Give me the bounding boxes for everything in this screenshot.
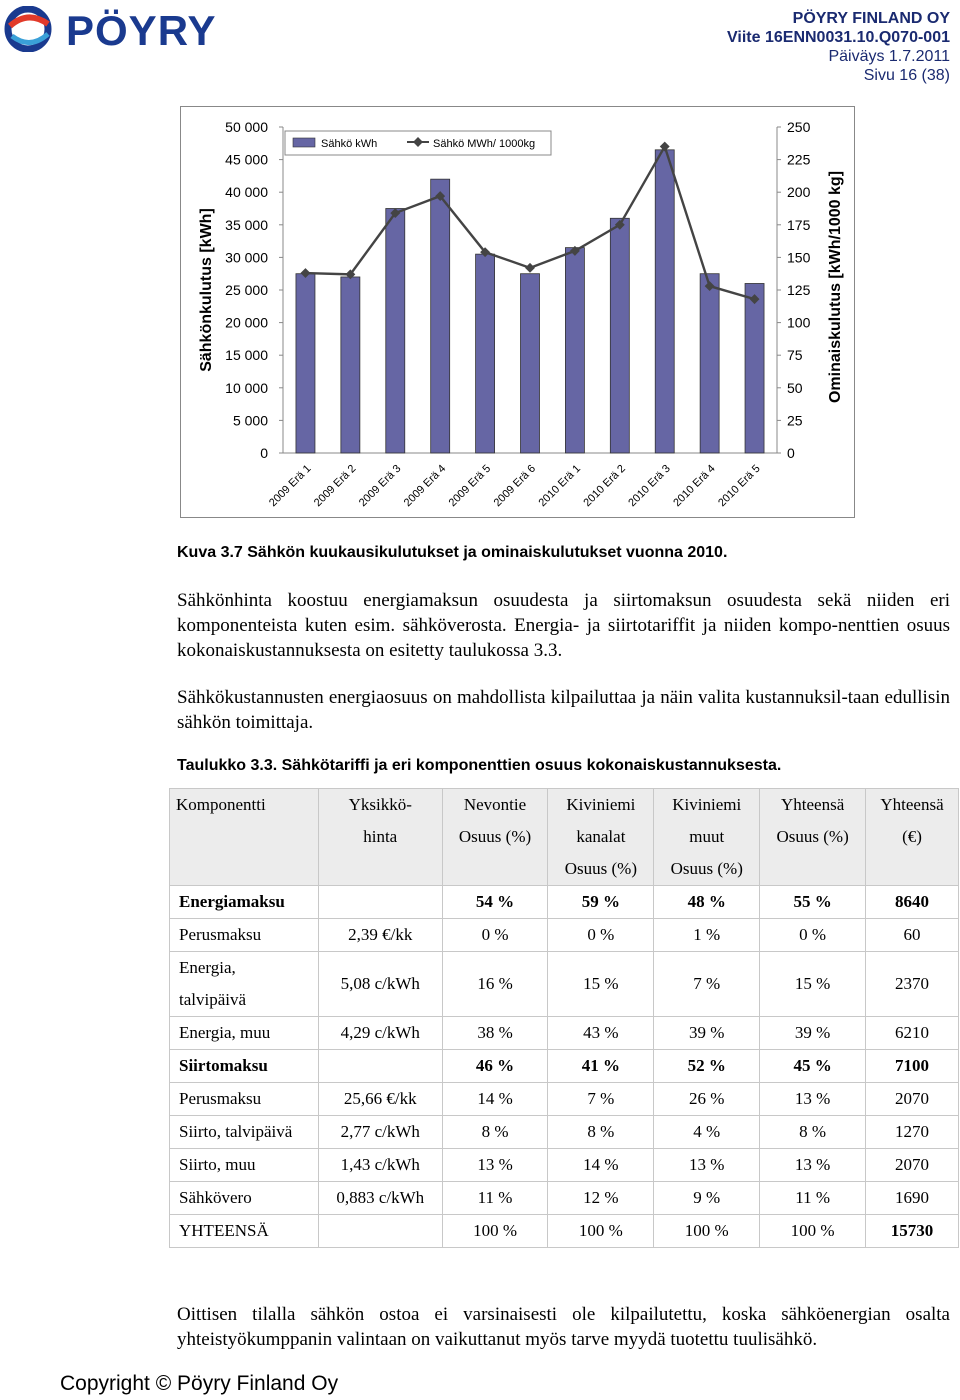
table-cell: 7100 [866,1050,959,1083]
table-cell: Sähkövero [170,1182,319,1215]
table-cell: 13 % [760,1149,866,1182]
line-marker [525,263,535,273]
y-tick-label-right: 200 [787,184,811,201]
table-cell: 8 % [548,1116,654,1149]
table-cell: 100 % [442,1215,548,1248]
table-header-row [170,789,959,886]
table-cell: 45 % [760,1050,866,1083]
table-cell: 54 % [442,886,548,919]
bar [565,248,584,453]
table-cell: Energia, muu [170,1017,319,1050]
table-cell: 11 % [442,1182,548,1215]
chart-caption: Kuva 3.7 Sähkön kuukausikulutukset ja ominaiskulutukset vuonna 2010. [177,544,728,561]
y-tick-label-left: 20 000 [225,314,268,331]
table-cell: 2070 [866,1149,959,1182]
table-row [170,1116,959,1149]
header-line: Osuus (%) [670,859,743,878]
table-cell: 2370 [866,952,959,1017]
y-tick-label-left: 30 000 [225,249,268,266]
legend-swatch-bar [293,138,315,147]
header-line: hinta [363,827,398,846]
x-tick-label: 2010 Erä 5 [716,462,763,510]
table-row [170,1050,959,1083]
x-tick-label: 2009 Erä 4 [401,462,449,510]
table-row [170,952,959,1017]
document-date: Päiväys 1.7.2011 [828,48,950,65]
table-cell: 8640 [866,886,959,919]
bar [431,179,450,453]
y-tick-label-left: 0 [260,445,268,461]
table-cell [318,1050,442,1083]
table-header-cell [866,789,959,886]
y-tick-label-left: 35 000 [225,216,268,233]
table-row [170,1182,959,1215]
table-cell: 13 % [442,1149,548,1182]
y-tick-label-right: 250 [787,119,811,135]
y-tick-label-right: 175 [787,216,811,233]
bar [745,283,764,453]
header-line: Osuus (%) [776,827,849,846]
header-line: Yhteensä [780,795,845,814]
table-cell: 60 [866,919,959,952]
table-cell: 13 % [760,1083,866,1116]
table-cell: 7 % [654,952,760,1017]
bar [476,254,495,453]
table-row [170,1017,959,1050]
table-cell: 9 % [654,1182,760,1215]
header-line: Yhteensä [880,795,944,814]
x-tick-label: 2009 Erä 3 [356,462,404,510]
bar [341,277,360,453]
table-cell: 46 % [442,1050,548,1083]
table-cell: 2070 [866,1083,959,1116]
header-line: muut [689,827,725,846]
y-axis-title-left: Sähkönkulutus [kWh] [198,208,215,372]
header-line: Komponentti [176,795,266,814]
table-cell: Energia, talvipäivä [170,952,319,1017]
table-cell: 39 % [760,1017,866,1050]
table-cell: 16 % [442,952,548,1017]
company-name: PÖYRY FINLAND OY [792,10,950,27]
table-cell: 2,39 €/kk [318,919,442,952]
y-tick-label-left: 45 000 [225,151,268,168]
y-tick-label-right: 0 [787,445,795,461]
table-row [170,919,959,952]
table-row [170,1149,959,1182]
table-cell: 1690 [866,1182,959,1215]
header-line: (€) [902,827,922,846]
table-cell: 4 % [654,1116,760,1149]
paragraph-purchase: Oittisen tilalla sähkön ostoa ei varsinaisesti ole kilpailutettu, koska sähköenergian osalta yhteistyökumppanin valintaan on vaikuttanut myös tarve myydä tuotettu tuulisähkö. [177,1304,950,1350]
legend-label: Sähkö kWh [321,138,378,150]
table-cell: 15730 [866,1215,959,1248]
table-cell: 38 % [442,1017,548,1050]
table-caption: Taulukko 3.3. Sähkötariffi ja eri komponenttien osuus kokonaiskustannuksesta. [177,757,782,774]
chart-svg [181,107,856,519]
paragraph-competition: Sähkökustannusten energiaosuus on mahdollista kilpailuttaa ja näin valita kustannuksil-taan edullisin sähkön toimittaja. [177,687,950,733]
y-tick-label-right: 125 [787,282,811,298]
brand-name: PÖYRY [66,7,217,54]
y-axis-title-right: Ominaiskulutus [kWh/1000 kg] [827,170,844,404]
table-cell [318,886,442,919]
table-cell: Siirto, muu [170,1149,319,1182]
table-cell [318,1215,442,1248]
bar [700,274,719,453]
table-cell: 14 % [548,1149,654,1182]
x-tick-label: 2010 Erä 2 [581,462,628,510]
y-tick-label-right: 150 [787,249,811,266]
x-tick-label: 2009 Erä 5 [446,462,494,510]
table-cell: Perusmaksu [170,1083,319,1116]
x-tick-label: 2010 Erä 1 [536,462,584,510]
header-line: Osuus (%) [564,859,638,878]
legend-label: Sähkö MWh/ 1000kg [433,138,536,150]
document-header [727,9,950,85]
table-cell: 13 % [654,1149,760,1182]
y-tick-label-left: 25 000 [225,282,268,298]
table-cell: 1,43 c/kWh [318,1149,442,1182]
table-cell: 43 % [548,1017,654,1050]
x-tick-label: 2010 Erä 3 [626,462,673,510]
table-row [170,1083,959,1116]
y-tick-label-right: 225 [787,151,811,168]
tariff-table [169,788,959,1248]
table-row [170,1215,959,1248]
page-number: Sivu 16 (38) [863,67,950,84]
table-cell: 11 % [760,1182,866,1215]
table-cell: 0,883 c/kWh [318,1182,442,1215]
copyright-footer: Copyright © Pöyry Finland Oy [60,1372,339,1395]
table-cell: 5,08 c/kWh [318,952,442,1017]
table-row [170,886,959,919]
table-header-cell [654,789,760,886]
table-cell: 8 % [760,1116,866,1149]
table-cell: YHTEENSÄ [170,1215,319,1248]
table-cell: 100 % [760,1215,866,1248]
header-line: kanalat [576,827,626,846]
reference-number: Viite 16ENN0031.10.Q070-001 [727,29,950,46]
table-cell: Siirtomaksu [170,1050,319,1083]
table-cell: 41 % [548,1050,654,1083]
header-line: Kiviniemi [672,795,742,814]
table-cell: 100 % [654,1215,760,1248]
table-cell: 6210 [866,1017,959,1050]
header-line: Osuus (%) [458,827,532,846]
bar [610,218,629,453]
table-header-cell [442,789,548,886]
table-cell: 52 % [654,1050,760,1083]
table-cell: 1 % [654,919,760,952]
header-line: Nevontie [463,795,527,814]
y-tick-label-right: 50 [787,379,803,396]
table-cell: 14 % [442,1083,548,1116]
table-cell: 0 % [442,919,548,952]
y-tick-label-right: 25 [787,412,803,429]
table-header-cell [170,789,319,886]
header-line: Kiviniemi [566,795,636,814]
y-tick-label-left: 10 000 [225,379,268,396]
paragraph-price: Sähkönhinta koostuu energiamaksun osuudesta ja siirtomaksun osuudesta sekä niiden eri komponenteista kuten esim. sähköverosta. Energia- ja siirtotariffit ja niiden kompo-nenttien osuus kokonaiskustannuksesta on esitetty taulukossa 3.3. [177,590,950,661]
table-cell: Perusmaksu [170,919,319,952]
table-cell: 39 % [654,1017,760,1050]
table-cell: 25,66 €/kk [318,1083,442,1116]
y-tick-label-left: 5 000 [232,412,268,429]
table-cell: 100 % [548,1215,654,1248]
x-tick-label: 2010 Erä 4 [671,462,718,510]
poyry-logo-icon [4,6,60,52]
y-tick-label-left: 40 000 [225,184,268,201]
bar [386,209,405,454]
x-tick-label: 2009 Erä 1 [267,462,314,510]
table-cell: 15 % [760,952,866,1017]
table-cell: 2,77 c/kWh [318,1116,442,1149]
table-cell: 1270 [866,1116,959,1149]
table-cell: 0 % [760,919,866,952]
bar [521,274,540,453]
table-cell: 48 % [654,886,760,919]
table-cell: 15 % [548,952,654,1017]
table-cell: Siirto, talvipäivä [170,1116,319,1149]
bar [655,150,674,453]
table-header-cell [318,789,442,886]
table-cell: Energiamaksu [170,886,319,919]
x-tick-label: 2009 Erä 2 [311,462,359,510]
table-cell: 26 % [654,1083,760,1116]
y-tick-label-right: 100 [787,314,811,331]
company-logo [4,6,244,52]
table-body [170,886,959,1248]
table-cell: 0 % [548,919,654,952]
bar [296,274,315,453]
table-cell: 8 % [442,1116,548,1149]
header-line: Yksikkö- [348,795,412,814]
table-cell: 12 % [548,1182,654,1215]
table-cell: 7 % [548,1083,654,1116]
x-tick-label: 2009 Erä 6 [491,462,539,510]
table-cell: 4,29 c/kWh [318,1017,442,1050]
consumption-chart [180,106,855,518]
y-tick-label-left: 50 000 [225,119,268,135]
y-tick-label-left: 15 000 [225,347,268,364]
table-header-cell [760,789,866,886]
y-tick-label-right: 75 [787,347,803,364]
table-cell: 55 % [760,886,866,919]
table-header-cell [548,789,654,886]
table-cell: 59 % [548,886,654,919]
